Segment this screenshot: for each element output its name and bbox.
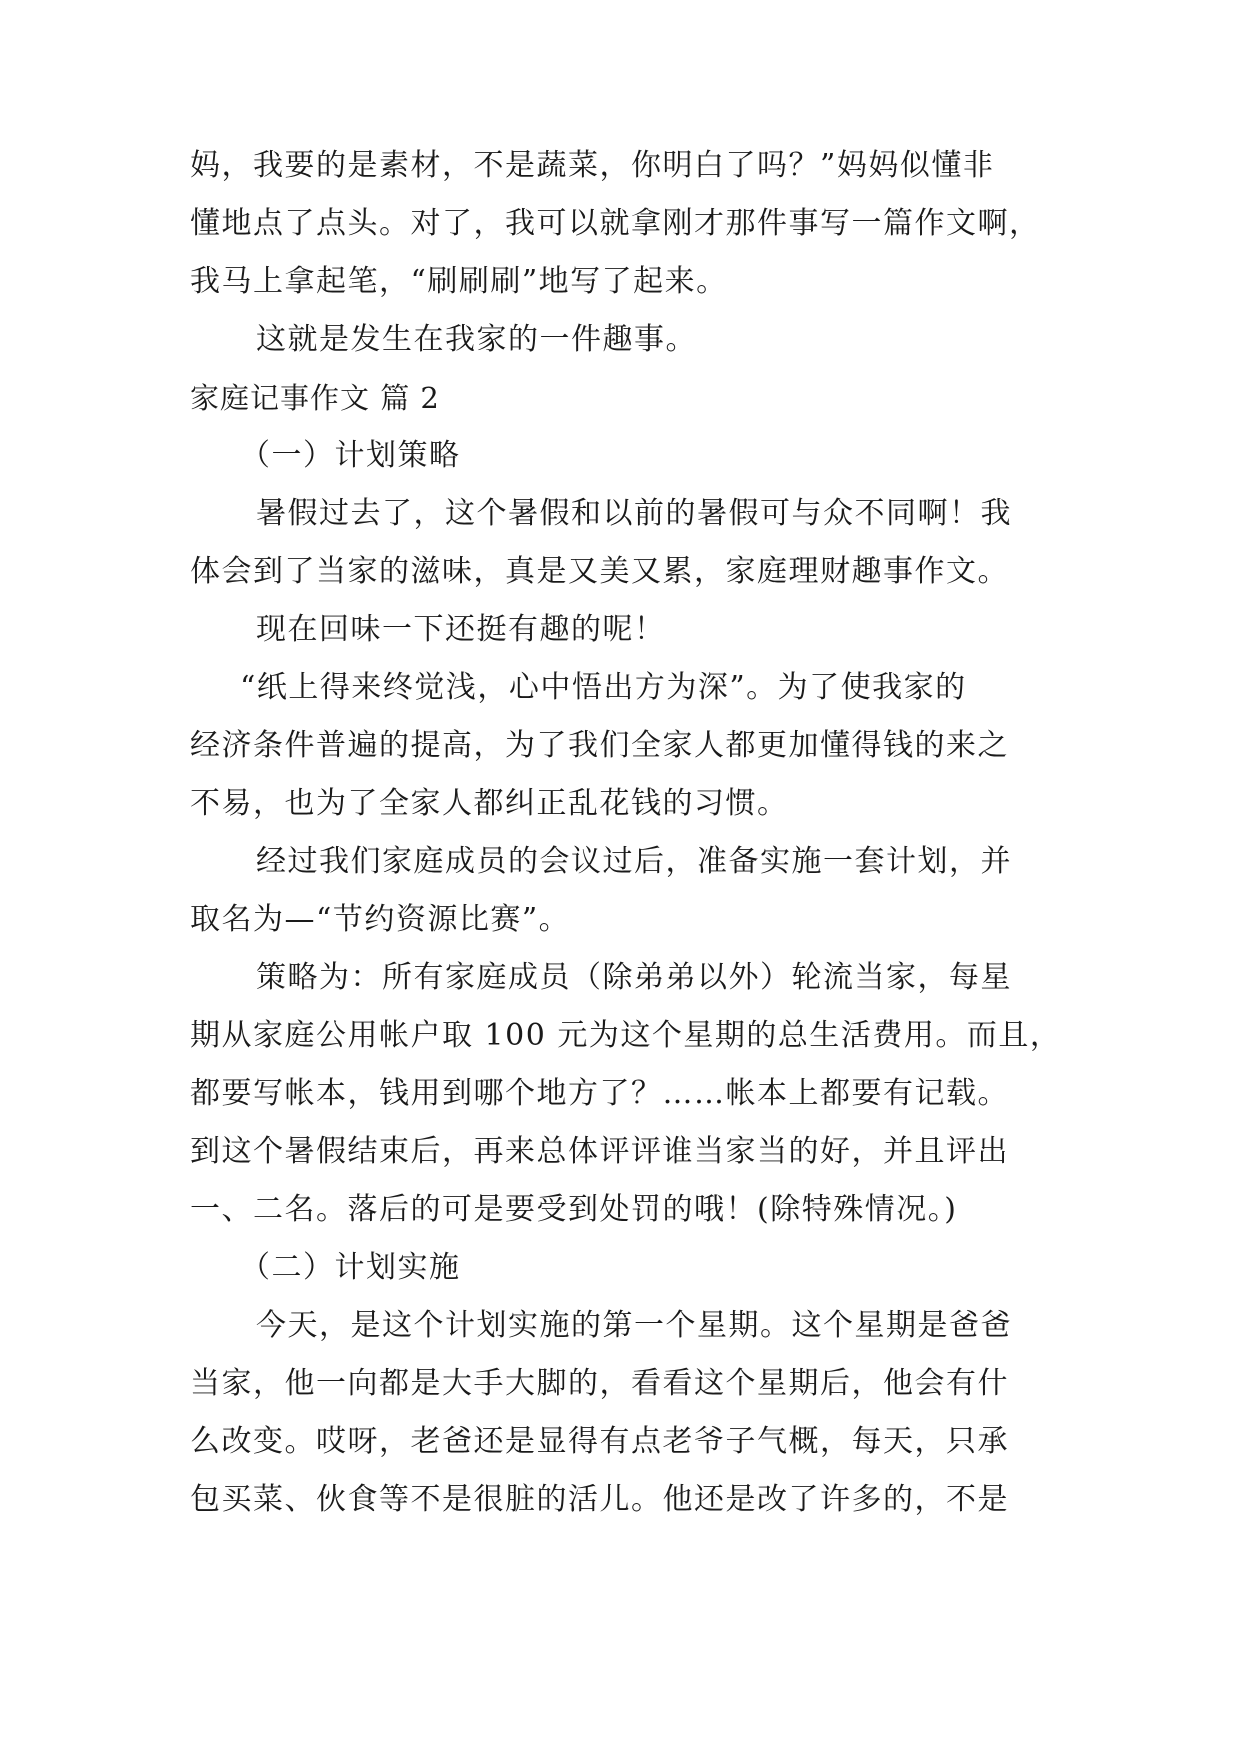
paragraph-line: 都要写帐本，钱用到哪个地方了？……帐本上都要有记载。 [190,1076,1009,1111]
paragraph-line: 包买菜、伙食等不是很脏的活儿。他还是改了许多的，不是 [190,1482,1009,1517]
paragraph-line: 么改变。哎呀，老爸还是显得有点老爷子气概，每天，只承 [190,1424,1009,1459]
subsection-heading: （一）计划策略 [240,438,461,473]
paragraph-line: 懂地点了点头。对了，我可以就拿刚才那件事写一篇作文啊， [190,206,1041,241]
paragraph-line: 到这个暑假结束后，再来总体评评谁当家当的好，并且评出 [190,1134,1009,1169]
paragraph-line: 经济条件普遍的提高，为了我们全家人都更加懂得钱的来之 [190,728,1009,763]
paragraph-line: 不易，也为了全家人都纠正乱花钱的习惯。 [190,786,789,821]
paragraph-line: 妈，我要的是素材，不是蔬菜，你明白了吗？”妈妈似懂非 [190,148,995,183]
section-heading: 家庭记事作文 篇 2 [190,381,440,415]
paragraph-line: 我马上拿起笔，“刷刷刷”地写了起来。 [190,264,728,299]
paragraph-line: “纸上得来终觉浅，心中悟出方为深”。为了使我家的 [240,670,967,705]
paragraph-line: 暑假过去了，这个暑假和以前的暑假可与众不同啊！我 [256,496,1012,531]
paragraph-line: 经过我们家庭成员的会议过后，准备实施一套计划，并 [256,844,1012,879]
paragraph-line: 今天，是这个计划实施的第一个星期。这个星期是爸爸 [256,1308,1012,1343]
paragraph-line: 一、二名。落后的可是要受到处罚的哦！(除特殊情况。) [190,1192,958,1227]
paragraph-line: 当家，他一向都是大手大脚的，看看这个星期后，他会有什 [190,1366,1009,1401]
paragraph-line: 期从家庭公用帐户取 100 元为这个星期的总生活费用。而且， [190,1018,1062,1053]
paragraph-line: 策略为：所有家庭成员（除弟弟以外）轮流当家，每星 [256,960,1012,995]
paragraph-line: 现在回味一下还挺有趣的呢！ [256,612,666,647]
paragraph-line: 这就是发生在我家的一件趣事。 [256,322,697,357]
paragraph-line: 取名为—“节约资源比赛”。 [190,902,571,937]
subsection-heading: （二）计划实施 [240,1250,461,1285]
paragraph-line: 体会到了当家的滋味，真是又美又累，家庭理财趣事作文。 [190,554,1009,589]
